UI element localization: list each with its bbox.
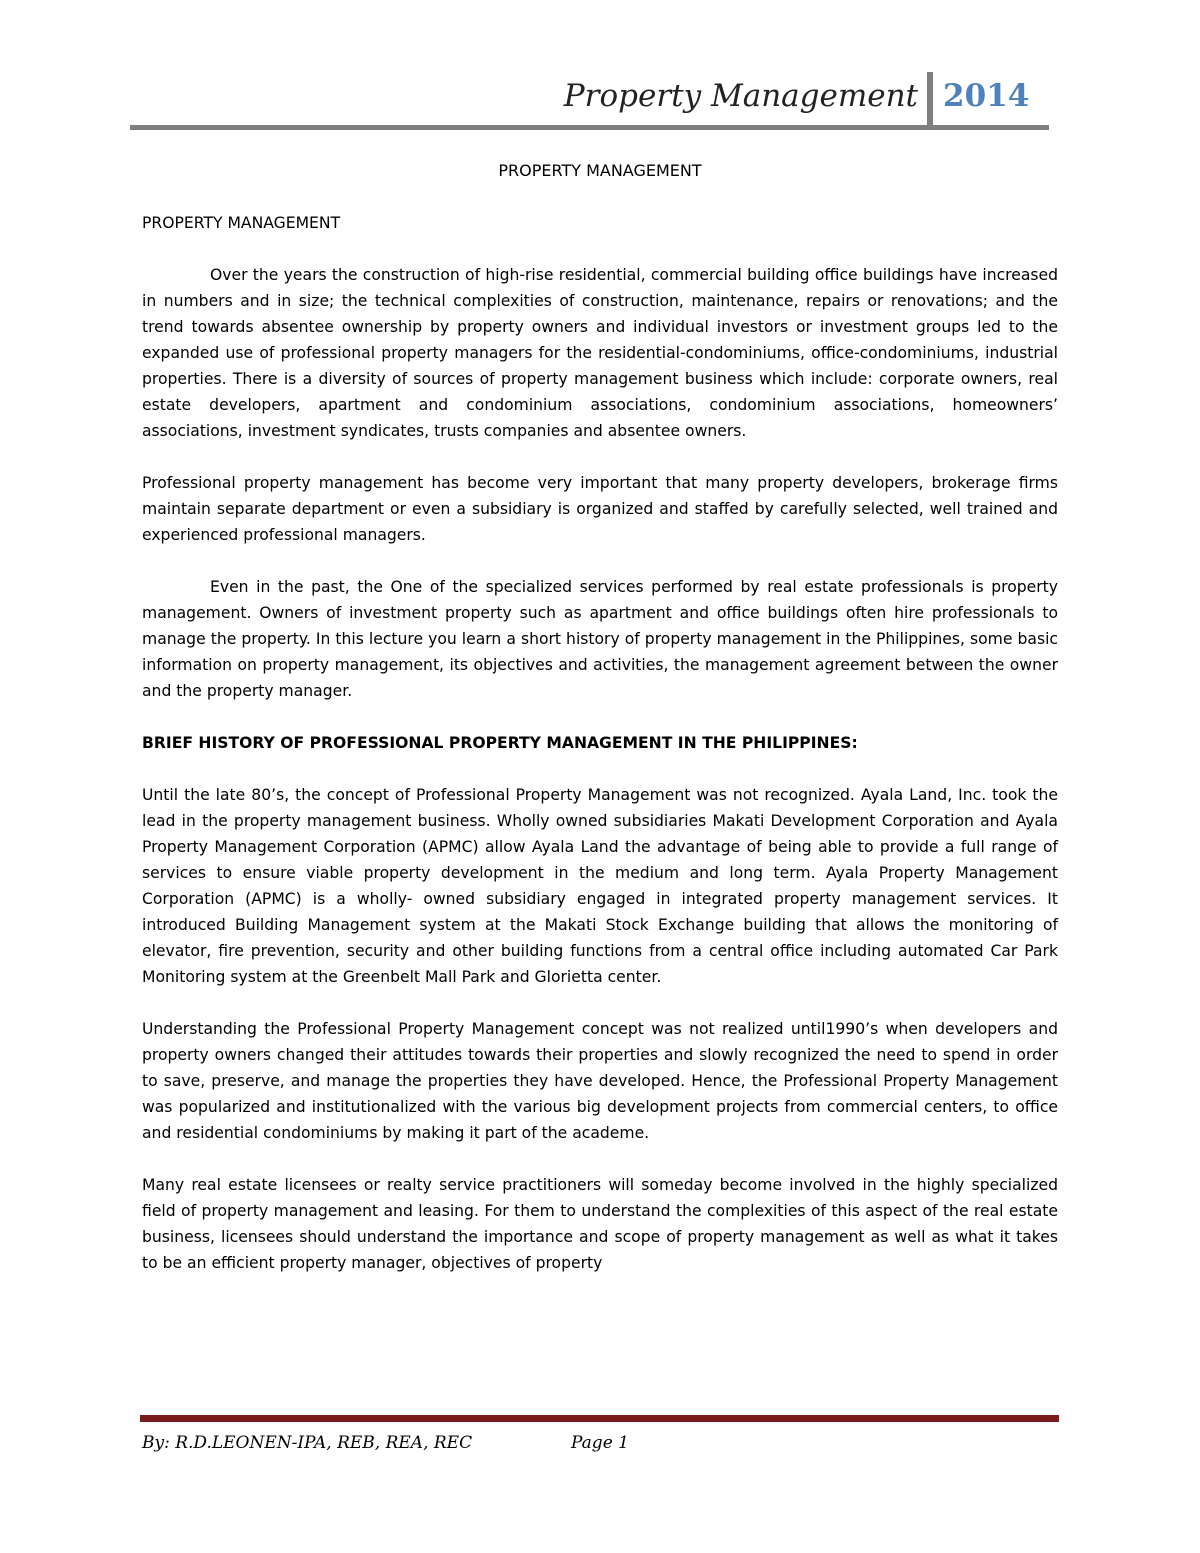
header-divider: [927, 72, 933, 128]
paragraph-lecture: Even in the past, the One of the specialized services performed by real estate professionals is property management. Owners of investment property such as apartment and office buildings often hire professionals to manage the property. In this lecture you learn a short history of property management in the Philippines, some basic information on property management, its objectives and activities, the management agreement between the owner and the property manager.: [142, 578, 1058, 700]
paragraph-history-1990s: Understanding the Professional Property Management concept was not realized until1990’s when developers and property owners changed their attitudes towards their properties and slowly recognized the need to spend in order to save, preserve, and manage the properties they have developed. Hence, the Professional Property Management was popularized and institutionalized with the various big development projects from commercial centers, to office and residential condominiums by making it part of the academe.: [142, 1020, 1058, 1142]
header-title: Property Management: [563, 78, 918, 114]
paragraph-licensees: Many real estate licensees or realty service practitioners will someday become involved in the highly specialized field of property management and leasing. For them to understand the complexities of this aspect of the real estate business, licensees should understand the importance and scope of property management as well as what it takes to be an efficient property manager, objectives of property: [142, 1176, 1058, 1272]
section-heading: PROPERTY MANAGEMENT: [142, 214, 341, 232]
header-year: 2014: [943, 78, 1030, 114]
history-heading: BRIEF HISTORY OF PROFESSIONAL PROPERTY MANAGEMENT IN THE PHILIPPINES:: [142, 734, 858, 752]
header-rule: [130, 125, 1049, 130]
footer-rule: [140, 1415, 1059, 1422]
paragraph-professional: Professional property management has become very important that many property developers, brokerage firms maintain separate department or even a subsidiary is organized and staffed by carefully selected, well trained and experienced professional managers.: [142, 474, 1058, 544]
document-title: PROPERTY MANAGEMENT: [498, 161, 702, 180]
document-body: [142, 158, 1058, 1302]
footer-author: By: R.D.LEONEN-IPA, REB, REA, REC: [142, 1433, 473, 1453]
paragraph-history-ayala: Until the late 80’s, the concept of Professional Property Management was not recognized. Ayala Land, Inc. took the lead in the property management business. Wholly owned subsidiaries Makati Development Corporation and Ayala Property Management Corporation (APMC) allow Ayala Land the advantage of being able to provide a full range of services to ensure viable property development in the medium and long term. Ayala Property Management Corporation (APMC) is a wholly- owned subsidiary engaged in integrated property management services. It introduced Building Management system at the Makati Stock Exchange building that allows the monitoring of elevator, fire prevention, security and other building functions from a central office including automated Car Park Monitoring system at the Greenbelt Mall Park and Glorietta center.: [142, 786, 1058, 986]
paragraph-intro: Over the years the construction of high-rise residential, commercial building office buildings have increased in numbers and in size; the technical complexities of construction, maintenance, repairs or renovations; and the trend towards absentee ownership by property owners and individual investors or investment groups led to the expanded use of professional property managers for the residential-condominiums, office-condominiums, industrial properties. There is a diversity of sources of property management business which include: corporate owners, real estate developers, apartment and condominium associations, condominium associations, homeowners’ associations, investment syndicates, trusts companies and absentee owners.: [142, 266, 1058, 440]
footer-page-number: Page 1: [571, 1433, 629, 1453]
